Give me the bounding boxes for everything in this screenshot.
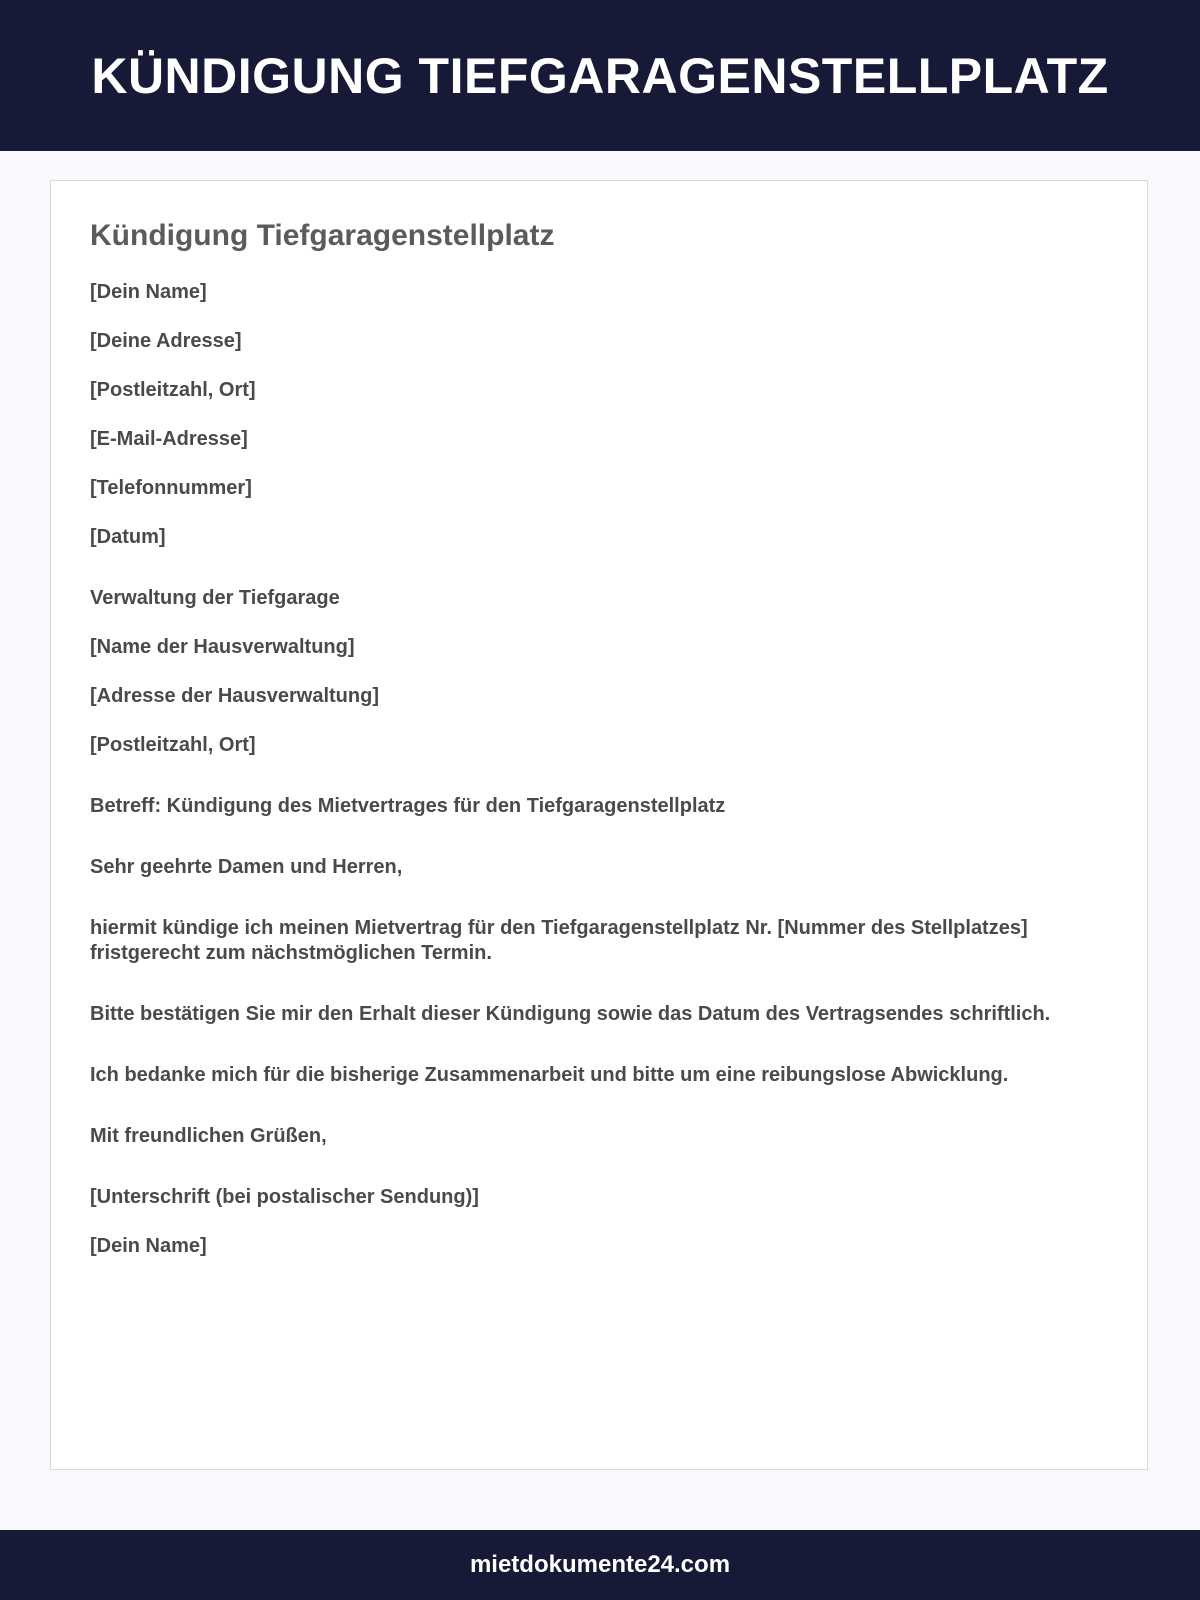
recipient-name: [Name der Hausverwaltung] <box>90 636 355 658</box>
signature-placeholder: [Unterschrift (bei postalischer Sendung)] <box>90 1186 479 1208</box>
page-header <box>0 0 1200 151</box>
closing: Mit freundlichen Grüßen, <box>90 1125 327 1147</box>
footer-site-link[interactable]: mietdokumente24.com <box>469 1551 731 1578</box>
recipient-address: [Adresse der Hausverwaltung] <box>90 685 379 707</box>
sender-email: [E-Mail-Adresse] <box>90 428 248 450</box>
sender-postal-city: [Postleitzahl, Ort] <box>90 379 256 401</box>
recipient-postal-city: [Postleitzahl, Ort] <box>90 734 256 756</box>
body-paragraph-1-line-1: hiermit kündige ich meinen Mietvertrag für den Tiefgaragenstellplatz Nr. [Nummer des Stellplatzes] <box>90 917 1028 939</box>
body-paragraph-1-line-2: fristgerecht zum nächstmöglichen Termin. <box>90 942 492 964</box>
signature-name: [Dein Name] <box>90 1235 207 1257</box>
body-paragraph-3: Ich bedanke mich für die bisherige Zusammenarbeit und bitte um eine reibungslose Abwicklung. <box>90 1064 1009 1086</box>
header-title: KÜNDIGUNG TIEFGARAGENSTELLPLATZ <box>91 47 1109 104</box>
recipient-line1: Verwaltung der Tiefgarage <box>90 587 340 609</box>
page-footer <box>0 1530 1200 1600</box>
sender-address: [Deine Adresse] <box>90 330 242 352</box>
document-card <box>50 180 1148 1470</box>
salutation: Sehr geehrte Damen und Herren, <box>90 856 403 878</box>
letter-date: [Datum] <box>90 526 166 548</box>
sender-phone: [Telefonnummer] <box>90 477 252 499</box>
subject-line: Betreff: Kündigung des Mietvertrages für den Tiefgaragenstellplatz <box>90 795 726 817</box>
sender-name: [Dein Name] <box>90 281 207 303</box>
document-title: Kündigung Tiefgaragenstellplatz <box>90 219 555 252</box>
body-paragraph-2: Bitte bestätigen Sie mir den Erhalt dieser Kündigung sowie das Datum des Vertragsendes schriftlich. <box>90 1003 1051 1025</box>
